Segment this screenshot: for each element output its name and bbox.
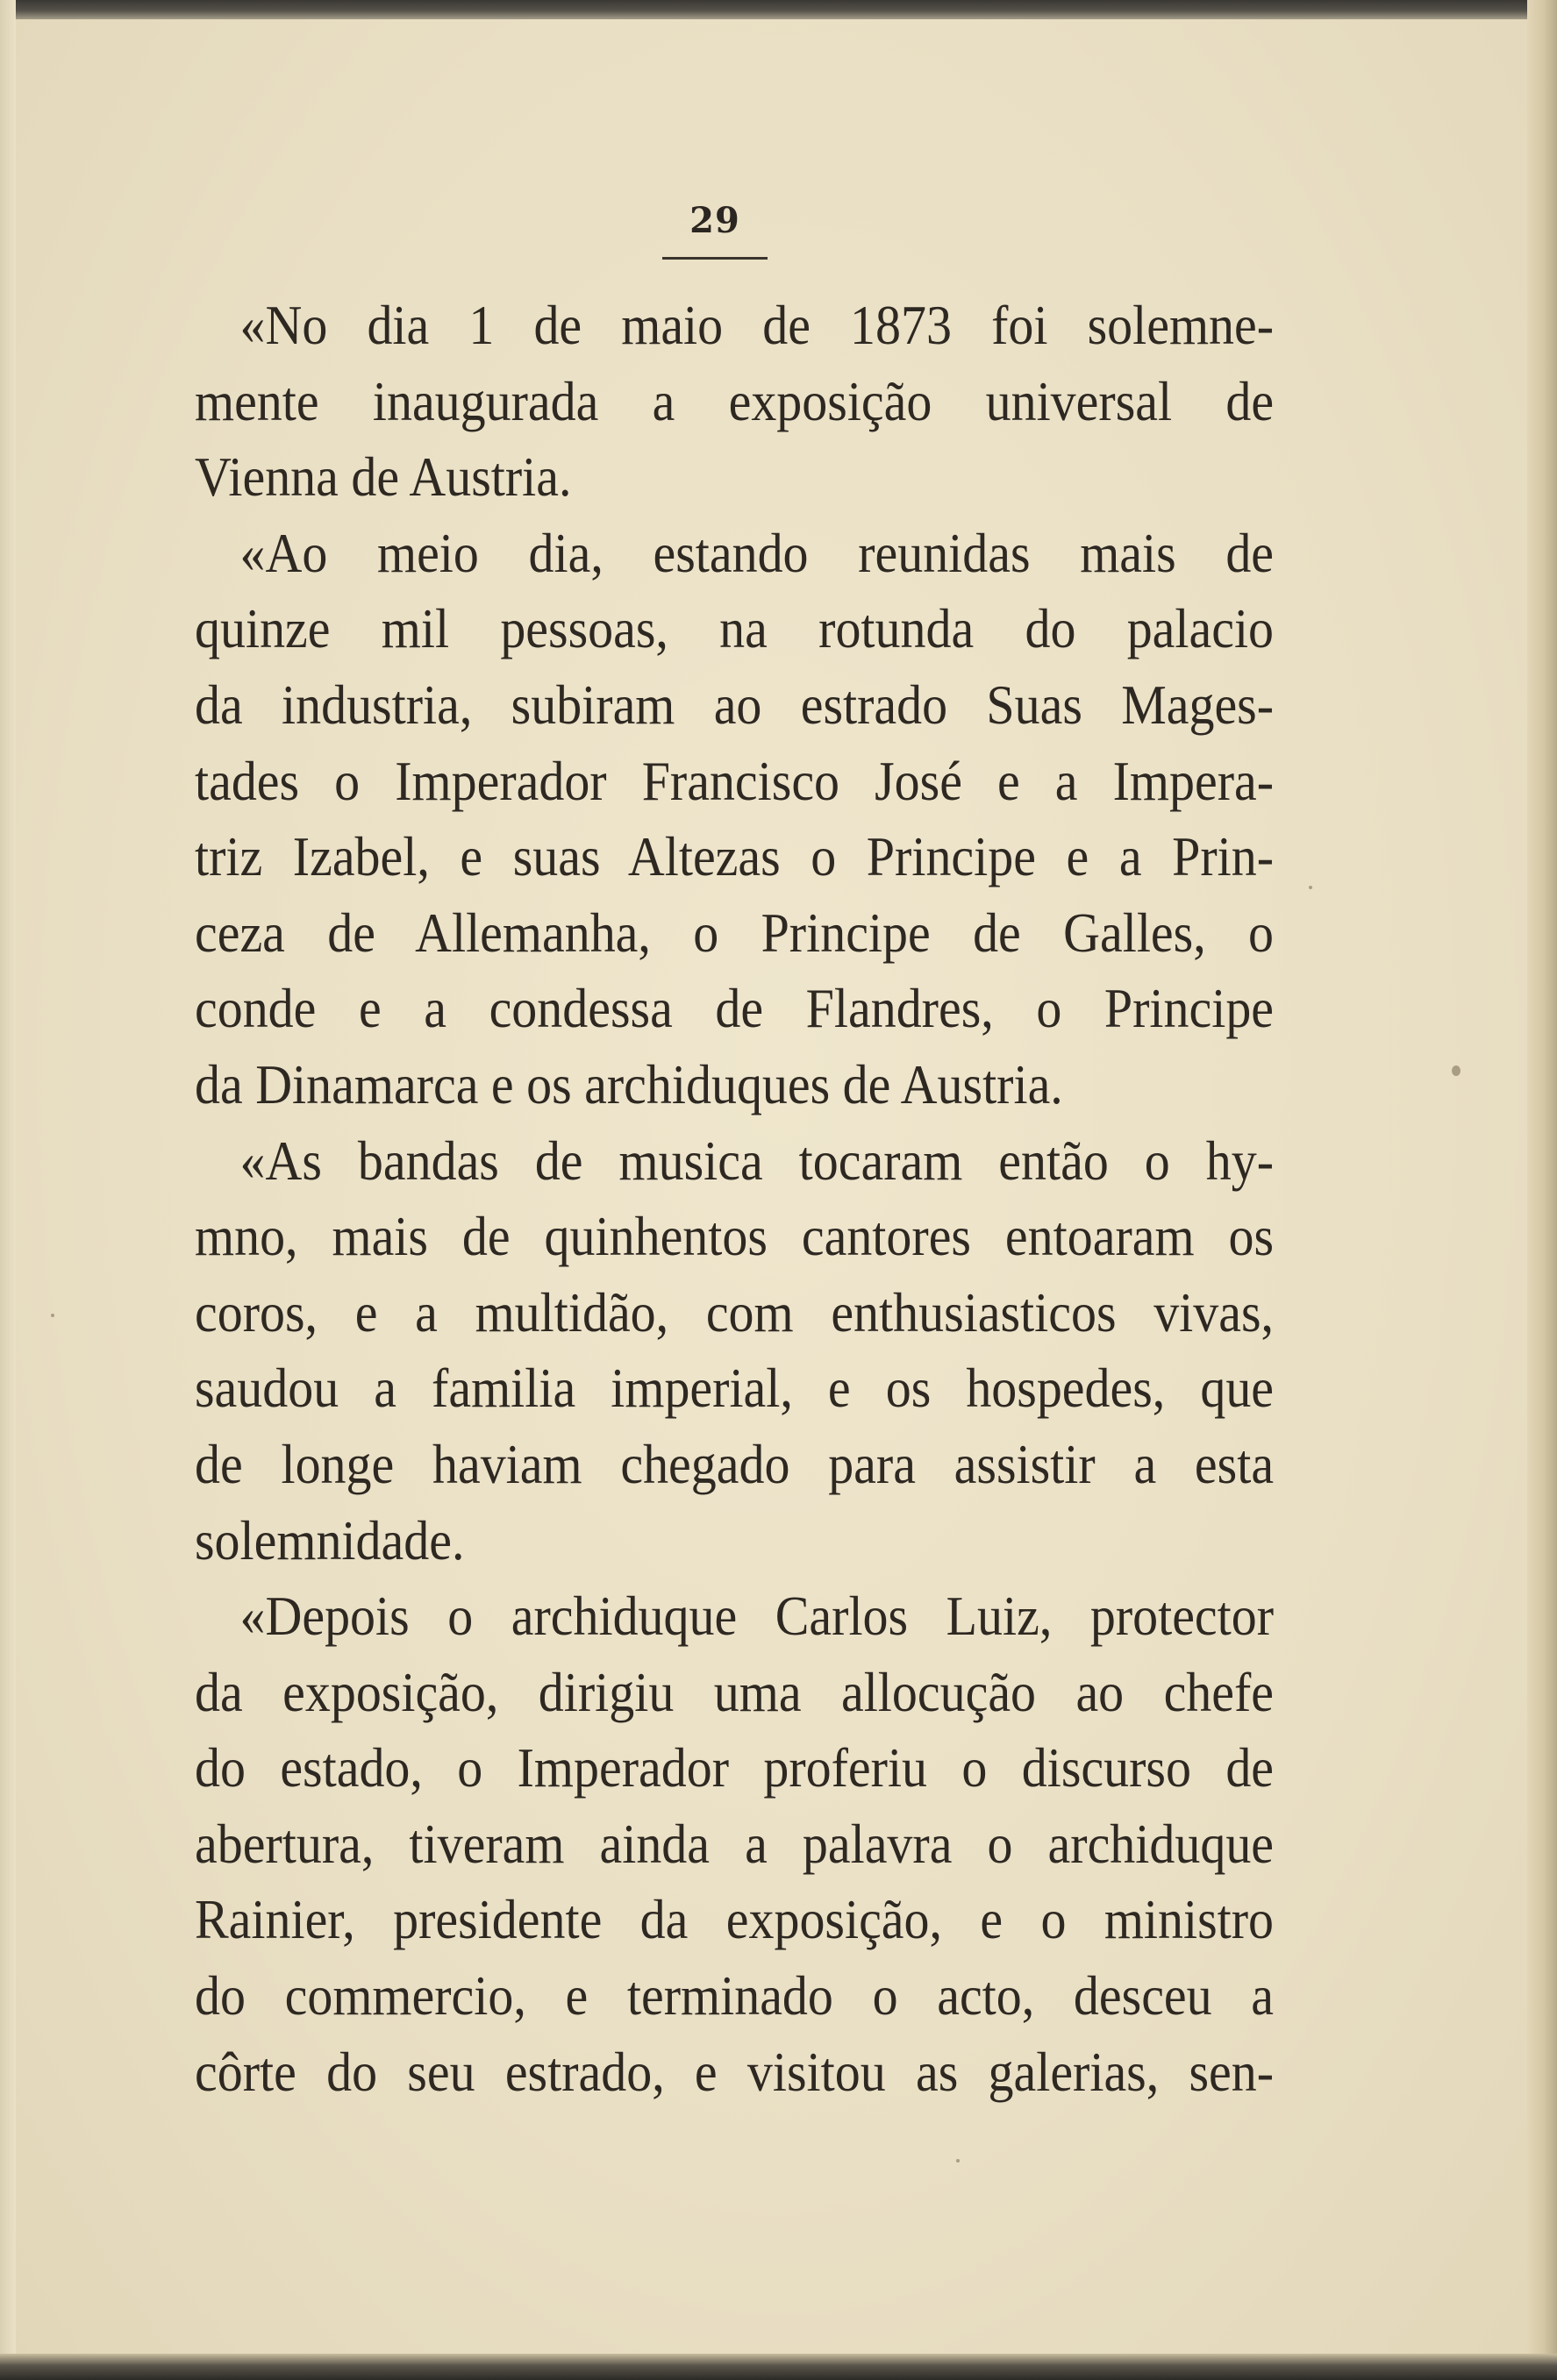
text-line: conde e a condessa de Flandres, o Principe	[195, 978, 1275, 1040]
page-bottom-edge	[0, 2354, 1557, 2380]
text-line: coros, e a multidão, com enthusiasticos vivas,	[195, 1281, 1275, 1343]
paper-speck	[1309, 886, 1312, 889]
text-line: Vienna de Austria.	[195, 446, 572, 509]
text-line: «As bandas de musica tocaram então o hy-	[239, 1129, 1275, 1192]
page-left-edge	[0, 0, 16, 2380]
text-line: saudou a familia imperial, e os hospedes, que	[195, 1357, 1275, 1420]
paper-speck	[1452, 1065, 1461, 1076]
text-line: «Ao meio dia, estando reunidas mais de	[239, 522, 1275, 584]
text-line: «No dia 1 de maio de 1873 foi solemne-	[239, 295, 1275, 356]
text-line: solemnidade.	[195, 1509, 465, 1571]
text-line: da Dinamarca e os archiduques de Austria.	[195, 1053, 1063, 1115]
text-line: da industria, subiram ao estrado Suas Mages-	[195, 673, 1275, 736]
text-line: do estado, o Imperador proferiu o discurso de	[195, 1737, 1275, 1799]
text-line: do commercio, e terminado o acto, desceu a	[195, 1965, 1275, 2027]
text-line: côrte do seu estrado, e visitou as galerias, sen-	[195, 2041, 1275, 2103]
text-line: ceza de Allemanha, o Principe de Galles, o	[195, 901, 1275, 964]
text-line: tades o Imperador Francisco José e a Impera-	[195, 750, 1275, 812]
text-line: abertura, tiveram ainda a palavra o archiduque	[195, 1813, 1275, 1875]
body-text	[195, 288, 1274, 2110]
text-line: mno, mais de quinhentos cantores entoaram os	[195, 1206, 1275, 1268]
paper-speck	[956, 2159, 960, 2163]
page-right-edge	[1527, 0, 1557, 2380]
text-line: de longe haviam chegado para assistir a esta	[195, 1433, 1275, 1495]
text-line: da exposição, dirigiu uma allocução ao chefe	[195, 1661, 1275, 1723]
text-line: quinze mil pessoas, na rotunda do palacio	[195, 598, 1275, 660]
text-line: «Depois o archiduque Carlos Luiz, protector	[239, 1585, 1275, 1648]
page-top-edge	[0, 0, 1557, 19]
text-line: triz Izabel, e suas Altezas o Principe e a Prin-	[195, 826, 1275, 888]
text-line: mente inaugurada a exposição universal de	[195, 370, 1275, 432]
page-number-rule	[662, 257, 768, 260]
paper-speck	[51, 1314, 54, 1317]
page-number: 29	[689, 200, 740, 241]
text-line: Rainier, presidente da exposição, e o ministro	[195, 1889, 1275, 1951]
